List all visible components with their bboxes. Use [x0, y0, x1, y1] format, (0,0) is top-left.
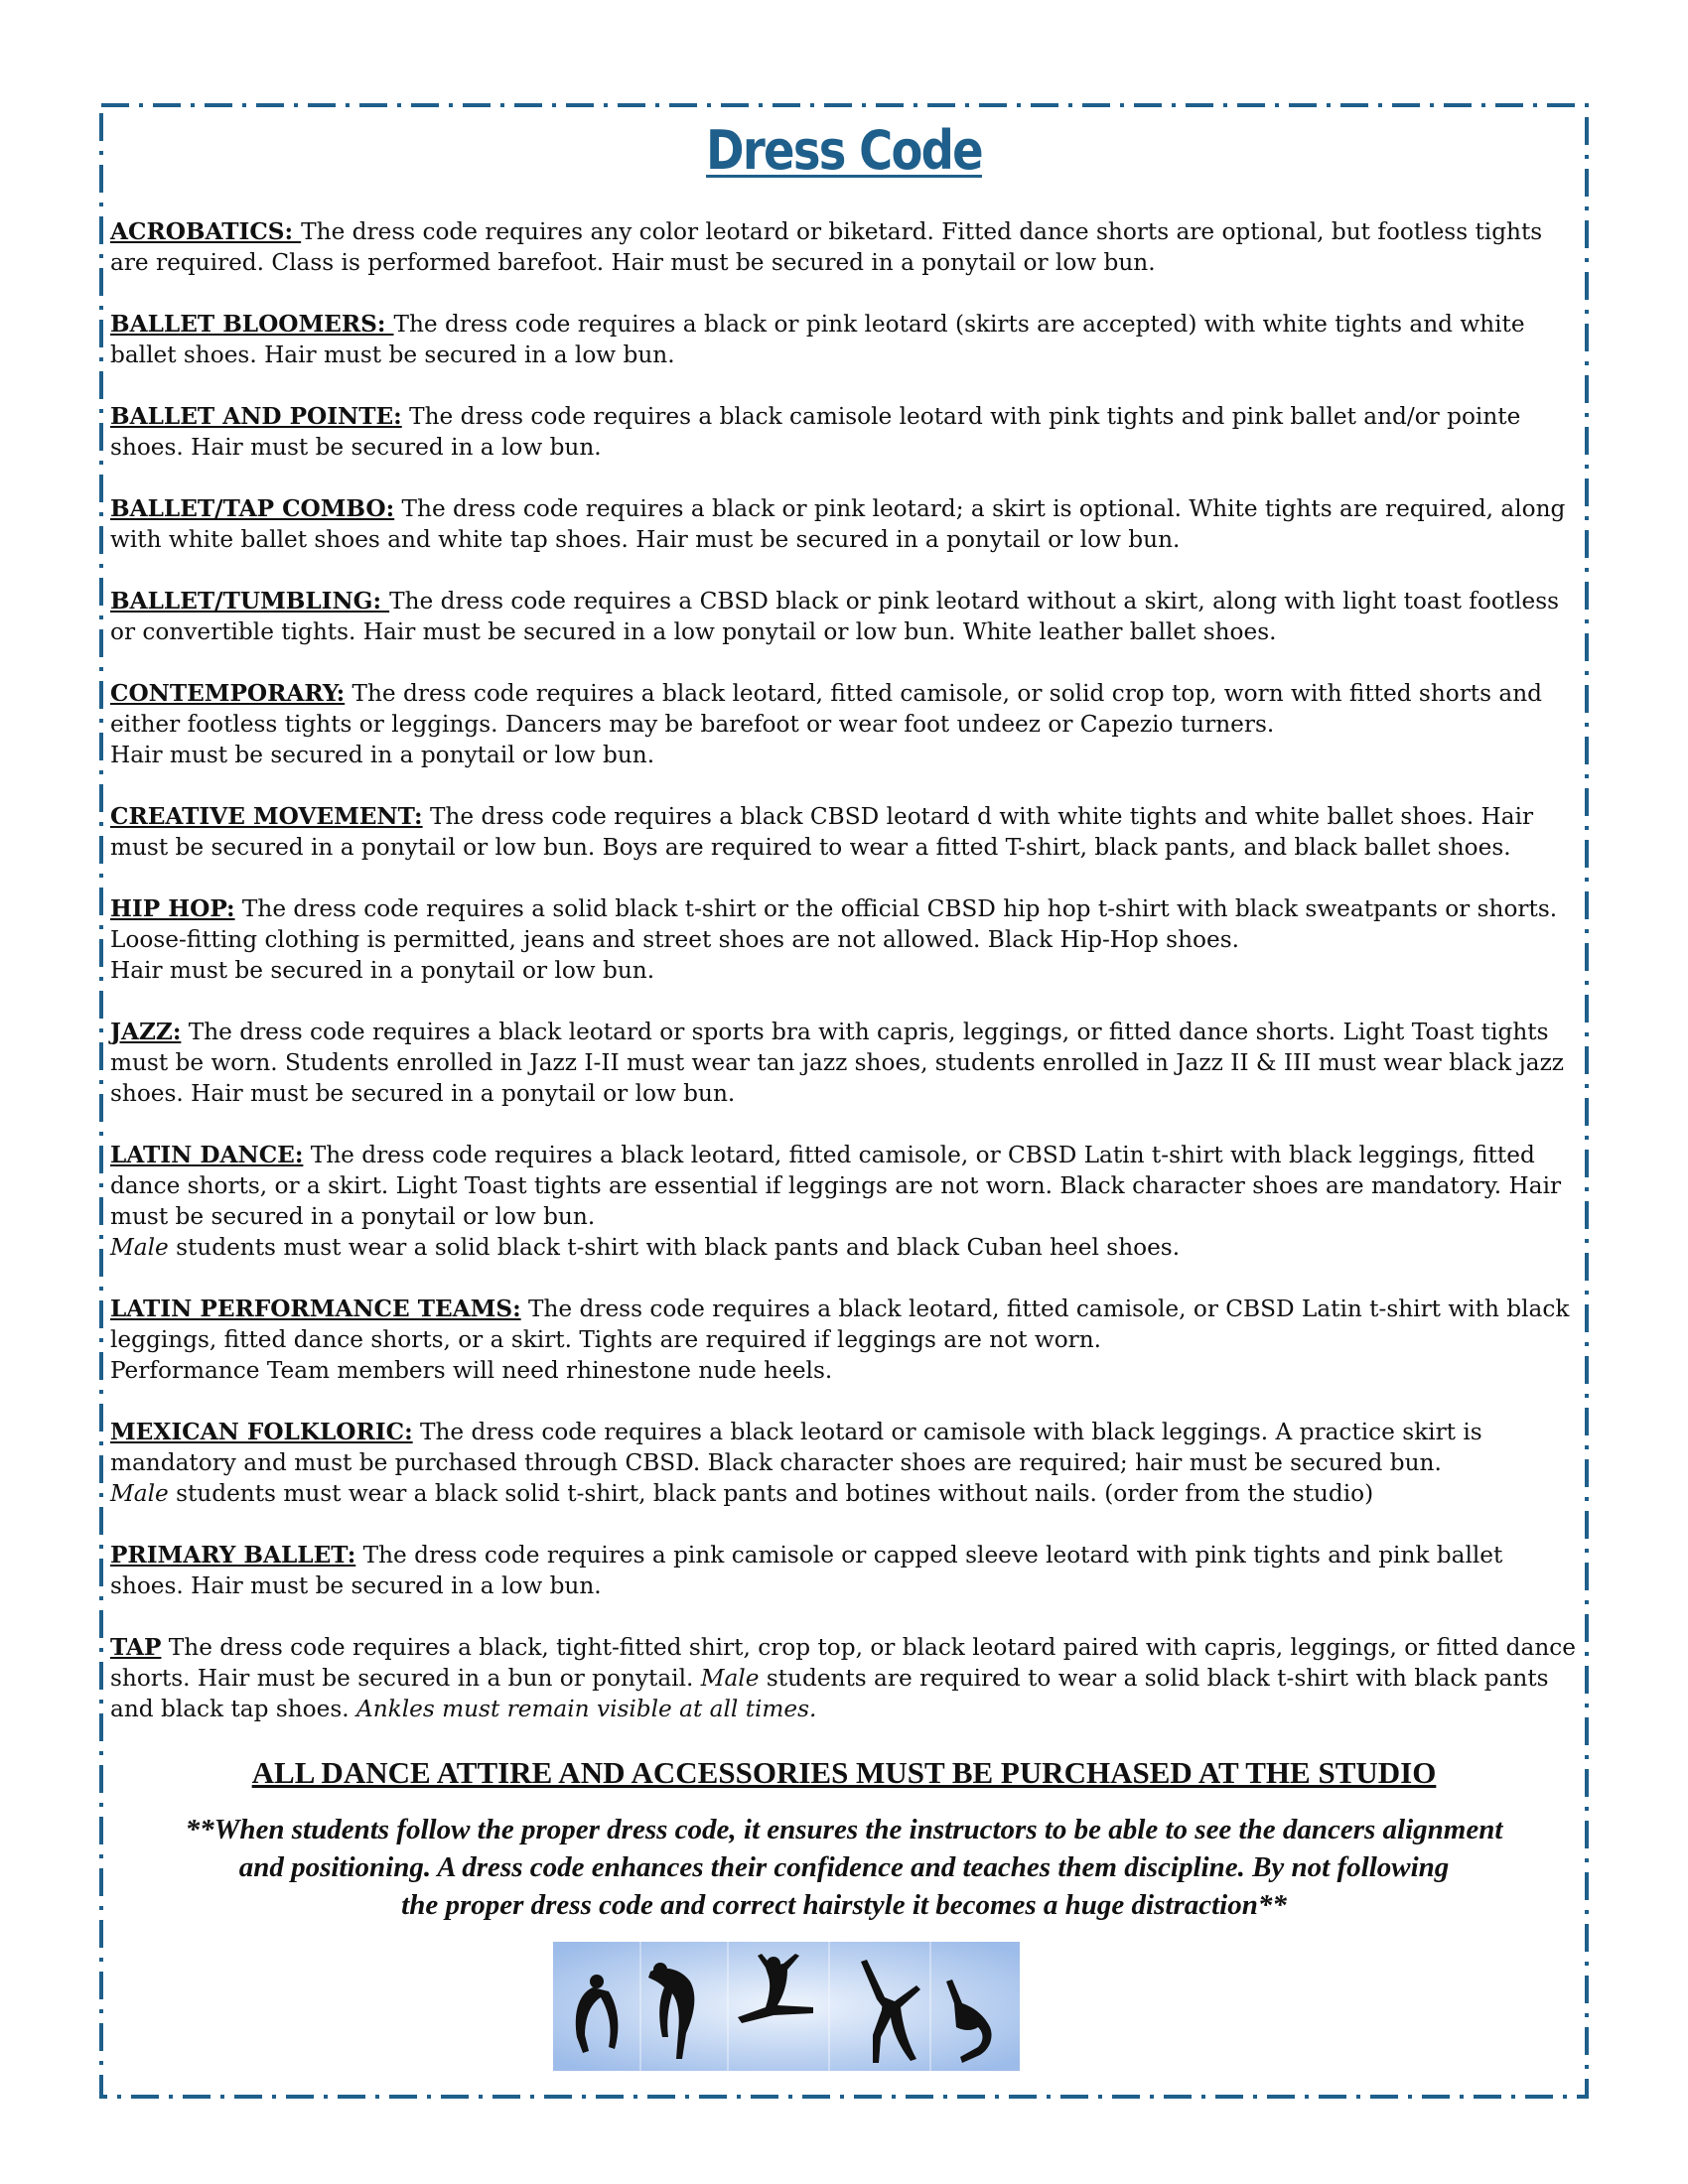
section-latin-dance [110, 1140, 1580, 1263]
section-text: The dress code requires a black leotard, fitted camisole, or CBSD Latin t-shirt with black leggings, fitted dance shorts, or a skirt. Tights are required if leggings are not worn. [110, 1296, 1570, 1353]
dress-code-frame [99, 103, 1589, 2099]
section-text: The dress code requires a black leotard or sports bra with capris, leggings, or fitted dance shorts. Light Toast tights must be worn. Students enrolled in Jazz I-II must wear tan jazz shoes, students enrolled in Jazz II & III must wear black jazz shoes. Hair must be secured in a ponytail or low bun. [110, 1019, 1565, 1107]
section-text: The dress code requires a black leotard or camisole with black leggings. A practice skirt is mandatory and must be purchased through CBSD. Black character shoes are required; hair must be secured bun. [110, 1419, 1482, 1476]
section-text: The dress code requires a black leotard, fitted camisole, or solid crop top, worn with fitted shorts and either footless tights or leggings. Dancers may be barefoot or wear foot undeez or Capezio turners. [110, 680, 1542, 738]
section-text: The dress code requires a black camisole leotard with pink tights and pink ballet and/or pointe shoes. Hair must be secured in a low bun. [110, 403, 1521, 461]
section-text: The dress code requires any color leotard or biketard. Fitted dance shorts are optional, but footless tights are required. Class is performed barefoot. Hair must be secured in a ponytail or low bun. [110, 218, 1543, 276]
section-hip-hop [110, 893, 1580, 986]
section-label: BALLET/TUMBLING: [110, 588, 390, 614]
section-text: students must wear a solid black t-shirt with black pants and black Cuban heel shoes. [168, 1234, 1181, 1261]
section-text: The dress code requires a pink camisole or capped sleeve leotard with pink tights and pink ballet shoes. Hair must be secured in a low bun. [110, 1542, 1503, 1599]
section-label: LATIN PERFORMANCE TEAMS: [110, 1296, 521, 1322]
section-italic: Male [110, 1480, 169, 1507]
section-label: LATIN DANCE: [110, 1142, 304, 1168]
section-jazz [110, 1017, 1580, 1109]
closing-line: **When students follow the proper dress code, it ensures the instructors to be able to see the dancers alignment [185, 1814, 1503, 1845]
section-label: HIP HOP: [110, 895, 235, 922]
section-label: ACROBATICS: [110, 218, 302, 245]
dancer-silhouettes-banner [553, 1942, 1020, 2071]
section-text: The dress code requires a black leotard, fitted camisole, or CBSD Latin t-shirt with black leggings, fitted dance shorts, or a skirt. Light Toast tights are essential if leggings are not worn. Black character shoes are mandatory. Hair must be secured in a ponytail or low bun. [110, 1142, 1562, 1230]
section-ballet-tap-combo [110, 493, 1580, 555]
section-text: students are required to wear a solid black t-shirt with black pants and black tap shoes. [110, 1665, 1549, 1722]
section-text: The dress code requires a CBSD black or pink leotard without a skirt, along with light toast footless or convertible tights. Hair must be secured in a low ponytail or low bun. White leather ballet shoes. [110, 588, 1560, 645]
section-creative-movement [110, 801, 1580, 863]
page-title: Dress Code [706, 119, 982, 182]
section-text: Hair must be secured in a ponytail or low bun. [110, 742, 655, 768]
section-text: Hair must be secured in a ponytail or low bun. [110, 957, 655, 984]
section-label: TAP [110, 1634, 162, 1661]
section-italic: Male [700, 1665, 760, 1692]
section-text: The dress code requires a black or pink leotard (skirts are accepted) with white tights and white ballet shoes. Hair must be secured in a low bun. [110, 311, 1525, 368]
section-primary-ballet [110, 1540, 1580, 1601]
section-mexican-folkloric [110, 1417, 1580, 1509]
section-label: JAZZ: [110, 1019, 182, 1045]
section-text: The dress code requires a black, tight-fitted shirt, crop top, or black leotard paired with capris, leggings, or fitted dance shorts. Hair must be secured in a bun or ponytail. [110, 1634, 1576, 1692]
section-text: The dress code requires a solid black t-shirt or the official CBSD hip hop t-shirt with black sweatpants or shorts. [234, 895, 1558, 922]
section-ballet-tumbling [110, 586, 1580, 647]
section-ballet-and-pointe [110, 401, 1580, 463]
section-label: CONTEMPORARY: [110, 680, 346, 707]
dress-code-sections [110, 216, 1580, 1755]
section-ballet-bloomers [110, 309, 1580, 370]
section-italic: Ankles must remain visible at all times. [355, 1696, 817, 1722]
section-label: BALLET/TAP COMBO: [110, 495, 395, 522]
section-text: The dress code requires a black CBSD leotard d with white tights and white ballet shoes. Hair must be secured in a ponytail or low bun. Boys are required to wear a fitted T-shirt, black pants, and black ballet shoes. [110, 803, 1534, 861]
section-extra-line [110, 1478, 1580, 1509]
section-contemporary [110, 678, 1580, 770]
section-text: students must wear a black solid t-shirt, black pants and botines without nails. (order from the studio) [168, 1480, 1374, 1507]
section-text: Performance Team members will need rhinestone nude heels. [110, 1357, 833, 1384]
section-acrobatics [110, 216, 1580, 278]
section-label: BALLET AND POINTE: [110, 403, 402, 430]
closing-line: the proper dress code and correct hairstyle it becomes a huge distraction** [401, 1889, 1287, 1921]
section-tap [110, 1632, 1580, 1724]
section-text: Loose-fitting clothing is permitted, jeans and street shoes are not allowed. Black Hip-Hop shoes. [110, 926, 1239, 953]
section-latin-performance-teams [110, 1294, 1580, 1386]
purchase-notice: ALL DANCE ATTIRE AND ACCESSORIES MUST BE PURCHASED AT THE STUDIO [251, 1755, 1437, 1790]
section-extra-line [110, 1232, 1580, 1263]
section-label: MEXICAN FOLKLORIC: [110, 1419, 413, 1445]
section-italic: Male [110, 1234, 169, 1261]
closing-statement [139, 1811, 1549, 1924]
section-label: CREATIVE MOVEMENT: [110, 803, 423, 830]
section-label: BALLET BLOOMERS: [110, 311, 394, 338]
section-text: The dress code requires a black or pink leotard; a skirt is optional. White tights are required, along with white ballet shoes and white tap shoes. Hair must be secured in a ponytail or low bun. [110, 495, 1566, 553]
closing-line: and positioning. A dress code enhances their confidence and teaches them discipline. By not following [238, 1851, 1450, 1883]
section-label: PRIMARY BALLET: [110, 1542, 356, 1569]
